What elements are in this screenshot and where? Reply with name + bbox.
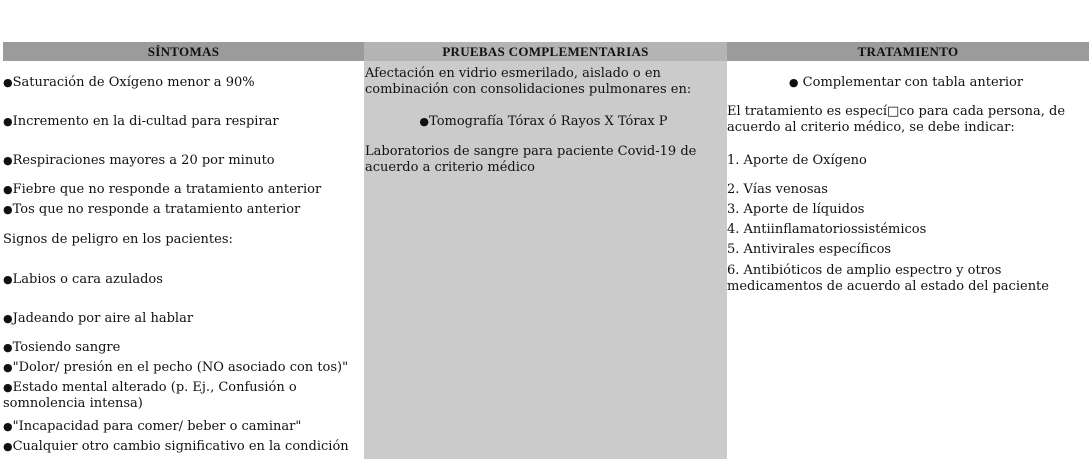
bullet: ● [788, 76, 799, 89]
header-sintomas: SÍNTOMAS [3, 42, 364, 61]
clinical-table [3, 42, 1089, 459]
bullet: ● [3, 361, 13, 374]
pruebas-text-3: Laboratorios de sangre para paciente Covid-19 de acuerdo a criterio médico [365, 144, 697, 175]
bullet: ● [419, 115, 430, 128]
pruebas-item: ●Tomografía Tórax ó Rayos X Tórax P [419, 114, 668, 129]
column-tratamiento [727, 61, 1089, 459]
pruebas-text-1: Afectación en vidrio esmerilado, aislado o en combinación con consolidaciones pulmonares en: [365, 66, 692, 97]
symptom-item: ●Fiebre que no responde a tratamiento anterior [3, 182, 322, 197]
tratamiento-text: El tratamiento es especí□co para cada persona, de acuerdo al criterio médico, se debe indicar: [727, 104, 1066, 135]
danger-item: ●Labios o cara azulados [3, 272, 163, 287]
tratamiento-list-item: 1. Aporte de Oxígeno [727, 153, 867, 168]
bullet: ● [3, 203, 13, 216]
danger-item: ●Jadeando por aire al hablar [3, 311, 194, 326]
bullet: ● [3, 341, 13, 354]
bullet: ● [3, 440, 13, 453]
bullet: ● [3, 420, 13, 433]
tratamiento-list-item: 4. Antiinflamatoriossistémicos [727, 222, 927, 237]
bullet: ● [3, 154, 13, 167]
danger-item: ●"Dolor/ presión en el pecho (NO asociado con tos)" [3, 360, 349, 375]
danger-item: ●"Incapacidad para comer/ beber o caminar" [3, 419, 302, 434]
bullet: ● [3, 183, 13, 196]
symptom-item: ●Respiraciones mayores a 20 por minuto [3, 153, 275, 168]
tratamiento-item: ● Complementar con tabla anterior [788, 75, 1024, 90]
tratamiento-list-item: 2. Vías venosas [727, 182, 828, 197]
danger-item: ●Tosiendo sangre [3, 340, 121, 355]
tratamiento-list-item: 6. Antibióticos de amplio espectro y otros medicamentos de acuerdo al estado del paciente [727, 263, 1049, 294]
symptom-item: ●Tos que no responde a tratamiento anterior [3, 202, 301, 217]
bullet: ● [3, 76, 13, 89]
column-sintomas [3, 61, 364, 459]
bullet: ● [3, 312, 13, 325]
danger-signs-title: Signos de peligro en los pacientes: [3, 232, 233, 247]
bullet: ● [3, 381, 13, 394]
header-pruebas: PRUEBAS COMPLEMENTARIAS [364, 42, 727, 61]
danger-item: ●Cualquier otro cambio significativo en la condición [3, 439, 349, 454]
bullet: ● [3, 115, 13, 128]
tratamiento-list-item: 5. Antivirales específicos [727, 242, 892, 257]
symptom-item: ●Saturación de Oxígeno menor a 90% [3, 75, 255, 90]
header-tratamiento: TRATAMIENTO [727, 42, 1089, 61]
tratamiento-list-item: 3. Aporte de líquidos [727, 202, 865, 217]
symptom-item: ●Incremento en la di-cultad para respirar [3, 114, 279, 129]
danger-item: ●Estado mental alterado (p. Ej., Confusión o somnolencia intensa) [3, 380, 297, 411]
column-pruebas [364, 61, 727, 459]
bullet: ● [3, 273, 13, 286]
